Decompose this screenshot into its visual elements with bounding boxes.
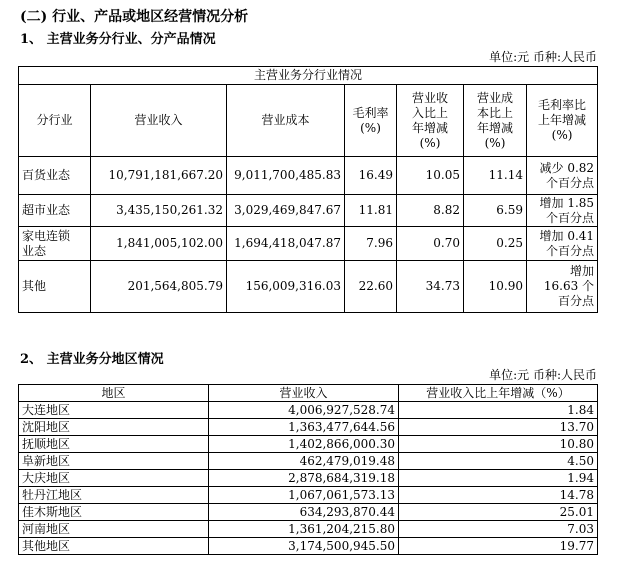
table-cell: 1,363,477,644.56 [209, 419, 399, 436]
column-header: 地区 [19, 385, 209, 402]
column-header: 毛利率 (%) [345, 85, 397, 157]
section-heading: (二) 行业、产品或地区经营情况分析 [20, 9, 249, 25]
column-header: 营业收入比上年增减（%） [399, 385, 598, 402]
table-cell: 1.84 [399, 402, 598, 419]
table-row [19, 157, 598, 195]
row-label: 超市业态 [19, 195, 91, 227]
table-cell: 16.49 [345, 157, 397, 195]
table-cell: 9,011,700,485.83 [227, 157, 345, 195]
table-cell: 634,293,870.44 [209, 504, 399, 521]
table-cell: 6.59 [464, 195, 527, 227]
table-cell: 4,006,927,528.74 [209, 402, 399, 419]
table-cell: 10.90 [464, 261, 527, 313]
row-label: 沈阳地区 [19, 419, 209, 436]
row-label: 大连地区 [19, 402, 209, 419]
unit-label-1: 单位:元 币种:人民币 [489, 50, 597, 64]
table-cell: 1,402,866,000.30 [209, 436, 399, 453]
column-header: 分行业 [19, 85, 91, 157]
row-label: 抚顺地区 [19, 436, 209, 453]
industry-table [18, 66, 598, 313]
table-cell: 462,479,019.48 [209, 453, 399, 470]
row-label: 佳木斯地区 [19, 504, 209, 521]
table-cell: 22.60 [345, 261, 397, 313]
row-label: 牡丹江地区 [19, 487, 209, 504]
table-cell: 0.25 [464, 227, 527, 261]
column-header: 营业收 入比上 年增减 (%) [397, 85, 464, 157]
table-cell: 减少 0.82 个百分点 [527, 157, 598, 195]
table-cell: 7.03 [399, 521, 598, 538]
table-cell: 增加 1.85 个百分点 [527, 195, 598, 227]
table-cell: 1,067,061,573.13 [209, 487, 399, 504]
table-cell: 7.96 [345, 227, 397, 261]
table-caption: 主营业务分行业情况 [19, 67, 598, 85]
row-label: 家电连锁 业态 [19, 227, 91, 261]
table-cell: 156,009,316.03 [227, 261, 345, 313]
table-row [19, 521, 598, 538]
column-header: 营业收入 [91, 85, 227, 157]
table-cell: 14.78 [399, 487, 598, 504]
table-cell: 2,878,684,319.18 [209, 470, 399, 487]
table-row [19, 402, 598, 419]
table-cell: 3,435,150,261.32 [91, 195, 227, 227]
table-cell: 10,791,181,667.20 [91, 157, 227, 195]
row-label: 阜新地区 [19, 453, 209, 470]
table-row [19, 419, 598, 436]
table-row [19, 538, 598, 555]
table-cell: 11.81 [345, 195, 397, 227]
subsection-1-title: 1、 主营业务分行业、分产品情况 [20, 32, 216, 47]
table-cell: 19.77 [399, 538, 598, 555]
row-label: 百货业态 [19, 157, 91, 195]
table-row [19, 195, 598, 227]
table-cell: 13.70 [399, 419, 598, 436]
column-header: 营业成本 [227, 85, 345, 157]
row-label: 大庆地区 [19, 470, 209, 487]
table-cell: 10.05 [397, 157, 464, 195]
table-cell: 1.94 [399, 470, 598, 487]
table-cell: 10.80 [399, 436, 598, 453]
table-row [19, 470, 598, 487]
region-table [18, 384, 598, 555]
unit-label-2: 单位:元 币种:人民币 [489, 368, 597, 382]
column-header: 营业收入 [209, 385, 399, 402]
table-header-row [19, 385, 598, 402]
table-row [19, 487, 598, 504]
table-cell: 25.01 [399, 504, 598, 521]
table-cell: 1,694,418,047.87 [227, 227, 345, 261]
table-cell: 0.70 [397, 227, 464, 261]
table-row [19, 436, 598, 453]
table-header-row [19, 85, 598, 157]
table-cell: 3,029,469,847.67 [227, 195, 345, 227]
table-cell: 34.73 [397, 261, 464, 313]
table-cell: 8.82 [397, 195, 464, 227]
table-cell: 201,564,805.79 [91, 261, 227, 313]
row-label: 其他地区 [19, 538, 209, 555]
table-row [19, 453, 598, 470]
table-cell: 增加 0.41 个百分点 [527, 227, 598, 261]
row-label: 其他 [19, 261, 91, 313]
subsection-2-title: 2、 主营业务分地区情况 [20, 352, 164, 367]
table-cell: 11.14 [464, 157, 527, 195]
table-cell: 4.50 [399, 453, 598, 470]
table-cell: 1,841,005,102.00 [91, 227, 227, 261]
table-cell: 增加 16.63 个 百分点 [527, 261, 598, 313]
row-label: 河南地区 [19, 521, 209, 538]
column-header: 营业成 本比上 年增减 (%) [464, 85, 527, 157]
table-row [19, 227, 598, 261]
column-header: 毛利率比 上年增减 (%) [527, 85, 598, 157]
table-row [19, 504, 598, 521]
table-row [19, 261, 598, 313]
table-cell: 1,361,204,215.80 [209, 521, 399, 538]
table-cell: 3,174,500,945.50 [209, 538, 399, 555]
